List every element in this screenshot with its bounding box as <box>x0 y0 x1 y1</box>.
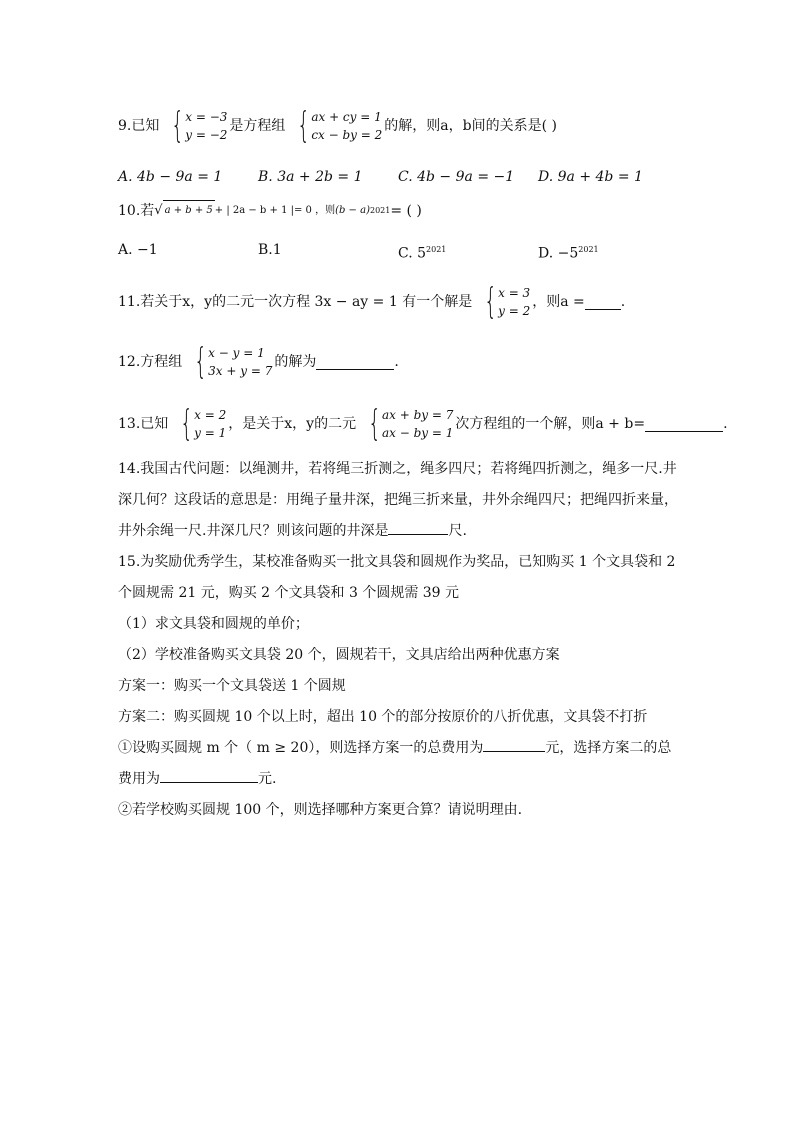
q13-mid: ，是关于x，y的二元 <box>228 416 357 432</box>
q9-prefix: 9.已知 <box>118 118 160 134</box>
q13-suffix: 次方程组的一个解，则a + b= <box>455 416 646 432</box>
q13-eq1: ax + by = 7 <box>382 408 454 422</box>
q9-solution-system: { x = −3 y = −2 <box>171 105 228 146</box>
q15-plan-1: 方案一：购买一个文具袋送 1 个圆规 <box>118 678 346 694</box>
question-14 <box>118 454 678 547</box>
q10-option-b: B.1 <box>258 242 282 258</box>
q15-part-2: （2）学校准备购买文具袋 20 个，圆规若干，文具店给出两种优惠方案 <box>118 647 560 663</box>
q10-radical: √ a + b + 5 <box>154 200 215 221</box>
q15-subquestion-2: ②若学校购买圆规 100 个，则选择哪种方案更合算？请说明理由. <box>118 802 523 818</box>
q10-radicand: a + b + 5 <box>163 200 215 221</box>
q14-answer-blank[interactable] <box>388 520 448 535</box>
q10-option-c: C. 5 <box>398 245 427 262</box>
q9-suffix: 的解，则a，b间的关系是( ) <box>384 118 557 134</box>
q15-plan1-cost-blank[interactable] <box>483 737 545 752</box>
q12-eq2: 3x + y = 7 <box>208 364 273 378</box>
q9-eq2: cx − by = 2 <box>311 128 383 142</box>
q15-stem: 15.为奖励优秀学生，某校准备购买一批文具袋和圆规作为奖品，已知购买 1 个文具袋和 2 个圆规需 21 元，购买 2 个文具袋和 3 个圆规需 39 元 <box>118 554 676 601</box>
question-15 <box>118 547 678 826</box>
q13-equation-system: { ax + by = 7 ax − by = 1 <box>368 403 454 444</box>
q15-plan2-cost-blank[interactable] <box>160 768 258 783</box>
q11-solution-system: { x = 3 y = 2 <box>484 281 531 322</box>
q12-suffix: 的解为 <box>274 354 317 370</box>
q10-mid: + | 2a − b + 1 |= 0 ，则 <box>214 204 336 216</box>
q12-answer-blank[interactable] <box>316 355 394 370</box>
q9-sol-x: x = −3 <box>185 110 228 124</box>
q11-suffix: ，则a = <box>532 294 585 310</box>
q10-prefix: 10.若 <box>118 202 155 219</box>
q15-c1-a: ①设购买圆规 m 个（ m ≥ 20），则选择方案一的总费用为 <box>118 740 484 756</box>
q11-end: . <box>620 294 626 310</box>
q11-sol-x: x = 3 <box>498 286 531 300</box>
question-10 <box>118 200 422 221</box>
q10-option-d: D. −5 <box>538 245 579 262</box>
q12-eq1: x − y = 1 <box>208 346 265 360</box>
q10-option-a: A. −1 <box>118 242 158 258</box>
q11-answer-blank[interactable] <box>585 295 621 310</box>
q10-exponent: 2021 <box>369 205 391 215</box>
q15-c1-b: 元，选择方案二的总费用为 <box>118 740 672 787</box>
q9-option-d: D. 9a + 4b = 1 <box>538 169 643 185</box>
q10-expr: (b − a) <box>335 204 370 216</box>
q13-solution-system: { x = 2 y = 1 <box>180 403 227 444</box>
q11-sol-y: y = 2 <box>498 304 531 318</box>
q15-part-1: （1）求文具袋和圆规的单价； <box>118 616 309 632</box>
q12-prefix: 12.方程组 <box>118 354 183 370</box>
q9-option-c: C. 4b − 9a = −1 <box>398 169 515 185</box>
q10-option-d-exp: 2021 <box>578 245 599 254</box>
q14-text: 14.我国古代问题：以绳测井，若将绳三折测之，绳多四尺；若将绳四折测之，绳多一尺.井深几何？这段话的意思是：用绳子量井深，把绳三折来量，井外余绳四尺；把绳四折来量，井外余绳一尺.井深几尺？则该问题的井深是 <box>118 461 678 539</box>
q11-prefix: 11.若关于x，y的二元一次方程 3x − ay = 1 有一个解是 <box>118 294 473 310</box>
question-11 <box>118 281 626 322</box>
q12-equation-system: { x − y = 1 3x + y = 7 <box>194 341 273 382</box>
q9-option-b: B. 3a + 2b = 1 <box>258 169 363 185</box>
q9-options <box>118 167 678 187</box>
question-12 <box>118 341 399 382</box>
q14-end: 尺. <box>448 523 467 539</box>
q15-subquestion-1 <box>118 733 678 795</box>
q10-options <box>118 240 678 264</box>
q9-option-a: A. 4b − 9a = 1 <box>118 169 223 185</box>
q10-option-c-exp: 2021 <box>426 245 447 254</box>
q13-sol-x: x = 2 <box>194 408 227 422</box>
q15-c1-c: 元. <box>258 771 277 787</box>
q9-equation-system: { ax + cy = 1 cx − by = 2 <box>297 105 383 146</box>
q13-answer-blank[interactable] <box>645 417 723 432</box>
q10-suffix: = ( ) <box>390 202 422 219</box>
q13-eq2: ax − by = 1 <box>382 426 454 440</box>
q13-prefix: 13.已知 <box>118 416 169 432</box>
q9-sol-y: y = −2 <box>185 128 228 142</box>
q12-end: . <box>394 354 399 370</box>
q13-end: . <box>723 416 728 432</box>
q13-sol-y: y = 1 <box>194 426 227 440</box>
q9-eq1: ax + cy = 1 <box>311 110 382 124</box>
q15-plan-2: 方案二：购买圆规 10 个以上时，超出 10 个的部分按原价的八折优惠，文具袋不打折 <box>118 709 648 725</box>
question-9 <box>118 105 557 146</box>
question-13 <box>118 403 728 444</box>
q9-mid: 是方程组 <box>229 118 286 134</box>
